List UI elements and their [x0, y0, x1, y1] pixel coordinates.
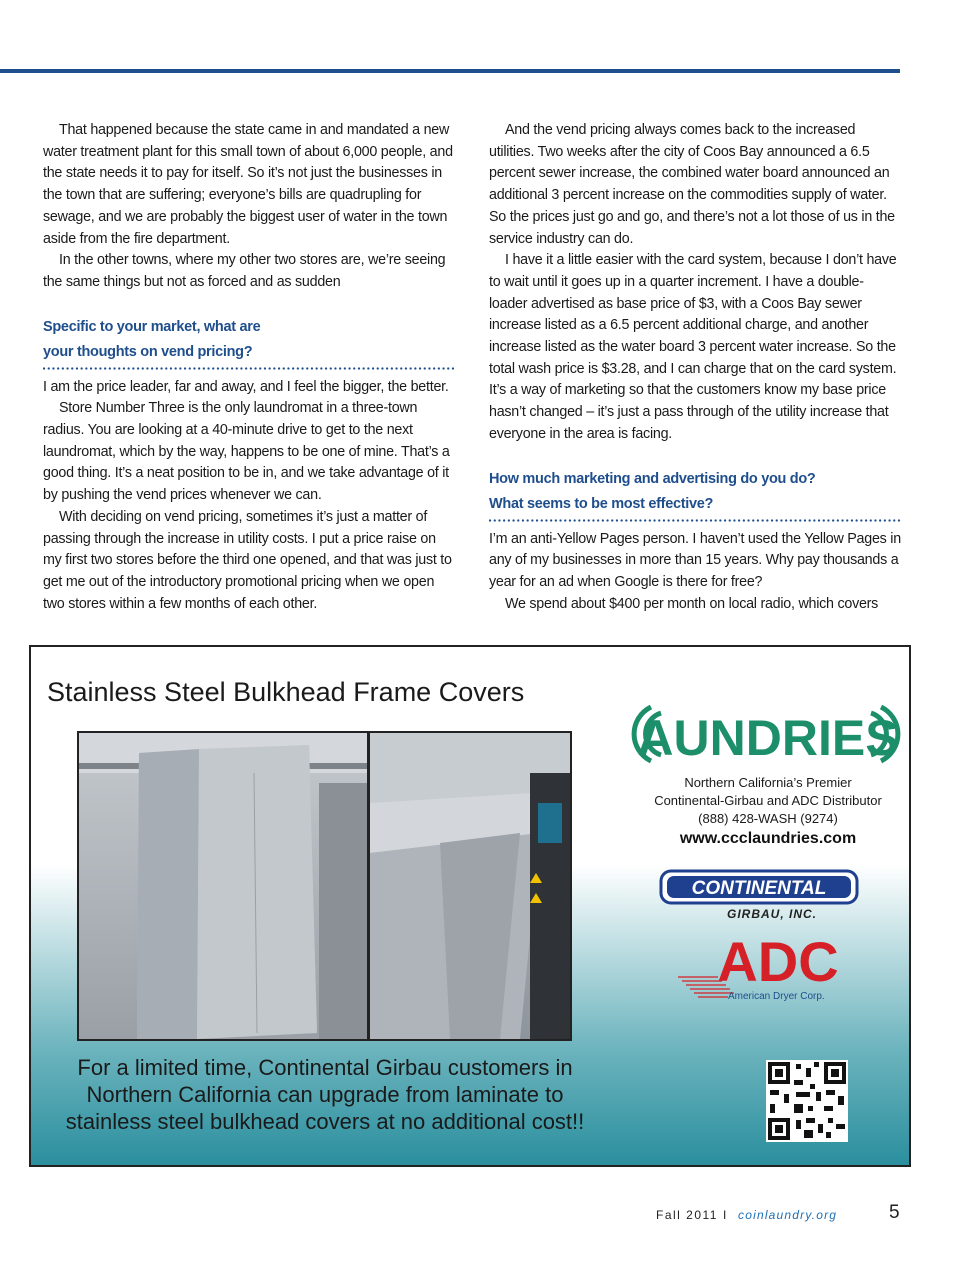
paragraph: Store Number Three is the only laundromat in a three-town radius. You are looking at a 40-minute drive to get to the next laundromat, which by the way, happens to be one of mine. That’s a good thing. It’s a neat position to be in, and we take advantage of it by pushing the vend prices whenever we can. [43, 400, 450, 504]
adc-wordmark: ADC [717, 933, 839, 993]
question-line: What seems to be most effective? [489, 495, 714, 512]
question-heading [43, 315, 455, 365]
logo-subtitle: Continental-Girbau and ADC Distributor [654, 793, 882, 808]
paragraph: I’m an anti-Yellow Pages person. I haven’t used the Yellow Pages in any of my businesses in more than 15 years. Why pay thousands a year for an ad when Google is there for free? [489, 530, 901, 590]
bulkhead-photo-1 [77, 731, 369, 1041]
paragraph: I am the price leader, far and away, and I feel the bigger, the better. [43, 378, 449, 395]
bulkhead-photo-2 [368, 731, 572, 1041]
question-line: How much marketing and advertising do you do? [489, 470, 816, 487]
dotted-divider [43, 367, 455, 370]
top-rule [0, 69, 900, 73]
footer-separator: I [723, 1208, 727, 1222]
paragraph: With deciding on vend pricing, sometimes it’s just a matter of passing through the increase in utility costs. I put a price raise on my first two stores before the third one opened, and that was just to get me out of the introductory promotional pricing when we open two stores within a few months of each other. [43, 508, 452, 612]
logo-url[interactable]: www.ccclaundries.com [679, 830, 857, 847]
continental-wordmark: CONTINENTAL [691, 878, 827, 899]
paragraph: That happened because the state came in and mandated a new water treatment plant for this small town of about 6,000 people, and the state needs it to pay for itself. So it’s not just the businesses in the town that are suffering; everyone’s bills are quadrupling for sewage, and we are probably the biggest user of water in the town aside from the fire department. [43, 122, 453, 247]
article-column-right [489, 120, 901, 615]
logo-phone: (888) 428-WASH (9274) [698, 811, 838, 826]
ad-tagline: For a limited time, Continental Girbau customers in Northern California can upgrade from laminate to stainless steel bulkhead covers at no additional cost!! [65, 1055, 585, 1134]
ad-title: Stainless Steel Bulkhead Frame Covers [47, 677, 525, 707]
footer-site-link[interactable]: coinlaundry.org [738, 1208, 838, 1222]
girbau-wordmark: GIRBAU, INC. [727, 907, 817, 921]
footer-issue: Fall 2011 [656, 1208, 718, 1222]
qr-code-icon[interactable] [766, 1060, 848, 1142]
laundries-logo [623, 699, 913, 769]
paragraph: In the other towns, where my other two stores are, we’re seeing the same things but not as forced and as sudden [43, 252, 446, 290]
paragraph: I have it a little easier with the card system, because I don’t have to wait until it goes up in a quarter increment. I have a double-loader advertised as base price of $3, with a Coos Bay sewer increase listed as a 6.5 percent additional charge, and another increase listed as the water board 3 percent water increase. So the total wash price is $3.28, and I can charge that on the card system. It’s a way of marketing so that the customers know my base price hasn’t changed – it’s just a pass through of the utility increase that everyone in the area is facing. [489, 252, 897, 442]
paragraph: We spend about $400 per month on local radio, which covers [505, 595, 879, 612]
continental-logo [659, 869, 859, 905]
advertisement [29, 645, 911, 1167]
page-number: 5 [889, 1202, 900, 1223]
adc-subtitle: American Dryer Corp. [728, 991, 825, 1002]
question-line: your thoughts on vend pricing? [43, 343, 253, 360]
question-heading [489, 467, 901, 517]
adc-logo [678, 933, 848, 1009]
question-line: Specific to your market, what are [43, 318, 261, 335]
logo-wordmark: AUNDRIES [637, 710, 899, 766]
laundries-logo-block [623, 699, 913, 848]
dotted-divider [489, 519, 901, 522]
paragraph: And the vend pricing always comes back to the increased utilities. Two weeks after the city of Coos Bay announced a 6.5 percent sewer increase, the combined water board announced an additional 3 percent increase on the commodities supply of water. So the prices just go and go, and there’s not a lot those of us in the service industry can do. [489, 122, 895, 247]
article-column-left [43, 120, 455, 615]
logo-subtitle: Northern California’s Premier [684, 775, 852, 790]
